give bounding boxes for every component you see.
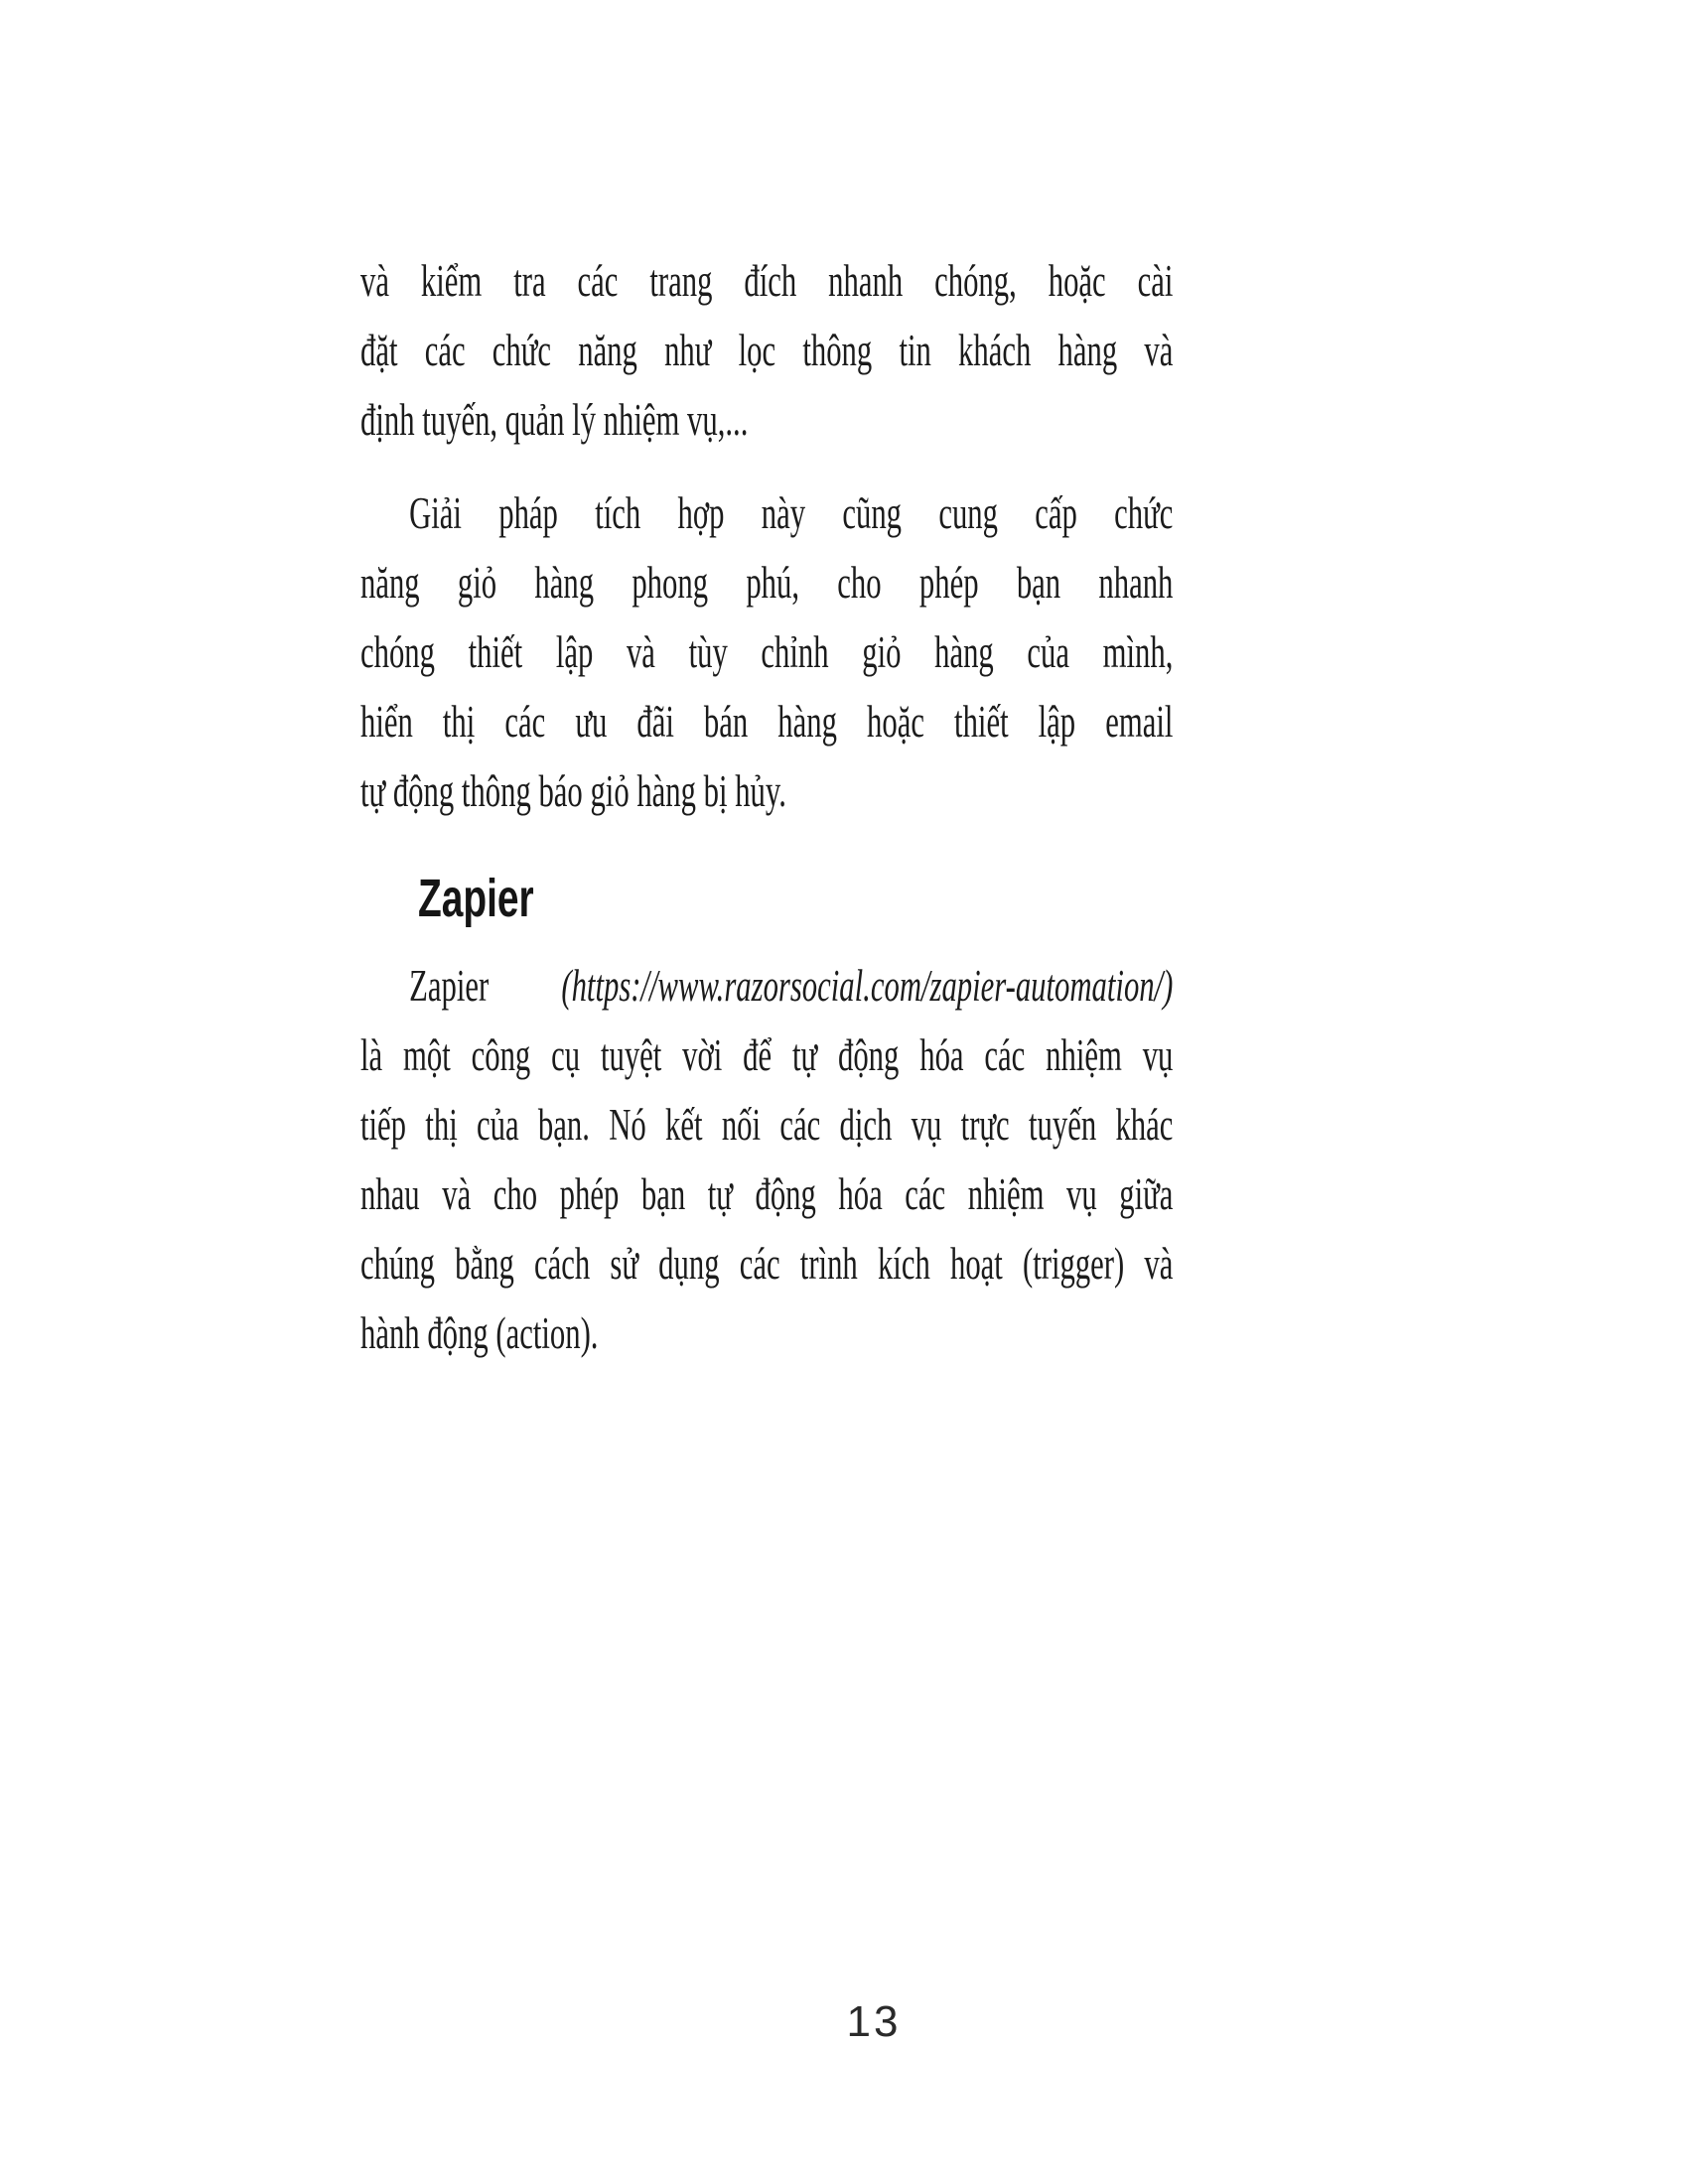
text-line: chúng bằng cách sử dụng các trình kích hoạt (trigger) và	[360, 1239, 1174, 1289]
paragraph-cart-features	[360, 478, 1175, 826]
text-line: và kiểm tra các trang đích nhanh chóng, hoặc cài	[360, 256, 1174, 306]
text-line: tiếp thị của bạn. Nó kết nối các dịch vụ trực tuyến khác	[360, 1100, 1174, 1150]
page-text-block	[360, 246, 1175, 1368]
text-line: đặt các chức năng như lọc thông tin khách hàng và	[360, 326, 1174, 375]
page-number: 13	[846, 1997, 902, 2046]
paragraph-zapier	[360, 951, 1175, 1368]
paragraph-continuation	[360, 246, 1175, 455]
zapier-word: Zapier	[409, 961, 490, 1011]
section-heading-zapier: Zapier	[418, 869, 534, 928]
text-line: tự động thông báo giỏ hàng bị hủy.	[360, 766, 786, 816]
zapier-url: (https://www.razorsocial.com/zapier-automation/)	[561, 961, 1174, 1011]
text-line: hành động (action).	[360, 1308, 599, 1358]
text-line: năng giỏ hàng phong phú, cho phép bạn nhanh	[360, 558, 1174, 608]
section-heading-row	[360, 869, 1175, 928]
text-line	[360, 951, 1173, 1021]
text-line: Giải pháp tích hợp này cũng cung cấp chức	[409, 488, 1174, 538]
text-line: hiển thị các ưu đãi bán hàng hoặc thiết lập email	[360, 697, 1174, 747]
text-line: là một công cụ tuyệt vời để tự động hóa các nhiệm vụ	[360, 1030, 1174, 1080]
text-line: chóng thiết lập và tùy chỉnh giỏ hàng của mình,	[360, 627, 1174, 677]
text-line: nhau và cho phép bạn tự động hóa các nhiệm vụ giữa	[360, 1169, 1174, 1219]
text-line: định tuyến, quản lý nhiệm vụ,...	[360, 395, 749, 445]
